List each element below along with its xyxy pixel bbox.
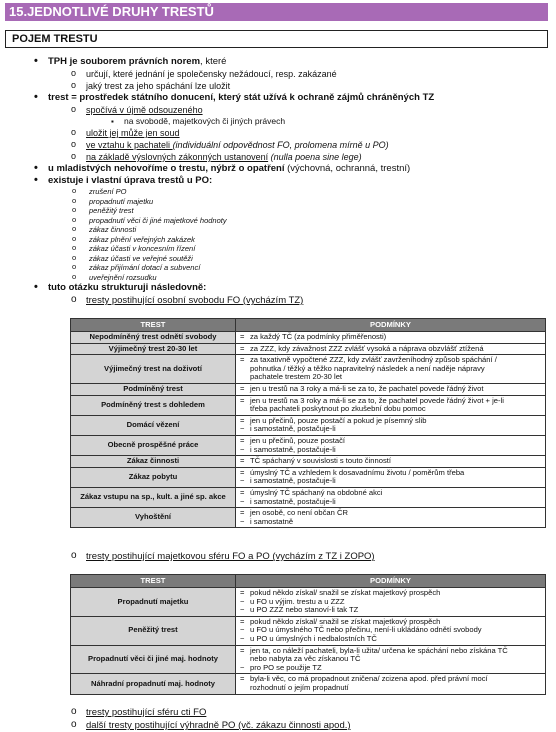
penalty-name: Zákaz činnosti xyxy=(71,456,236,468)
table-row xyxy=(71,487,546,507)
penalty-conditions xyxy=(236,415,546,435)
condition-line: pachatele trestem 20-30 let xyxy=(250,372,343,382)
condition-line: = za ZZZ, kdy závažnost ZZZ zvlášť vysoká a náprava obzvlášť ztížená xyxy=(239,345,542,354)
list-item: o zákaz přijímání dotací a subvencí xyxy=(0,263,556,273)
table-row xyxy=(71,343,546,355)
condition-line: = úmyslný TČ spáchaný na obdobné akci xyxy=(239,489,542,498)
penalty-name: Zákaz pobytu xyxy=(71,467,236,487)
table-row xyxy=(71,588,546,617)
condition-line: − u PO ZZZ nebo stanoví-li tak TZ xyxy=(239,606,542,615)
table-row xyxy=(71,645,546,674)
penalty-name: Zákaz vstupu na sp., kult. a jiné sp. akce xyxy=(71,487,236,507)
condition-line: − i samostatně, postačuje-li xyxy=(239,498,542,507)
list-item: o zrušení PO xyxy=(0,187,556,197)
penalty-name: Nepodmíněný trest odnětí svobody xyxy=(71,332,236,344)
condition-line: rozhodnutí o jejím propadnutí xyxy=(250,682,349,692)
penalty-name: Propadnutí majetku xyxy=(71,588,236,617)
condition-line: třeba pachateli poskytnout po zkušební dobu pomoc xyxy=(250,404,426,414)
condition-line: = jen ta, co náleží pachateli, byla-li užita/ určena ke spáchání nebo získána TČ xyxy=(239,647,542,656)
list-item: o určují, které jednání je společensky nežádoucí, resp. zakázané xyxy=(0,68,556,80)
column-header: TREST xyxy=(71,319,236,332)
table-row xyxy=(71,467,546,487)
list-item: o propadnutí majetku xyxy=(0,197,556,207)
condition-line: − i samostatně xyxy=(239,518,542,527)
condition-line: − u FO u úmyslného TČ nebo přečinu, není-li ukládáno odnětí svobody xyxy=(239,626,542,635)
condition-line: = jen u přečinů, pouze postačí xyxy=(239,437,542,446)
condition-line: pohnutka / těžký a těžko napravitelný následek a není naděje nápravy xyxy=(250,363,485,373)
list-item: o uložit jej může jen soud xyxy=(0,127,556,139)
list-item: o ve vztahu k pachateli (individuální odpovědnost FO, prolomena mírně u PO) xyxy=(0,139,556,151)
bullet-struktura: • tuto otázku strukturuji následovně: xyxy=(0,282,556,294)
table-row xyxy=(71,415,546,435)
list-item: o zákaz činnosti xyxy=(0,225,556,235)
po-list xyxy=(0,187,556,282)
condition-line: nebo nabyta za věc získanou TČ xyxy=(250,654,361,664)
table-row xyxy=(71,674,546,694)
condition-line: = pokud někdo získal/ snažil se získat majetkový prospěch xyxy=(239,618,542,627)
condition-line: = jen u přečinů, pouze postačí a pokud je písemný slib xyxy=(239,417,542,426)
list-item: o zákaz plnění veřejných zakázek xyxy=(0,235,556,245)
penalty-conditions xyxy=(236,508,546,528)
table-row xyxy=(71,355,546,384)
penalty-conditions xyxy=(236,332,546,344)
list-item: o zákaz účasti ve veřejné soutěži xyxy=(0,254,556,264)
column-header: TREST xyxy=(71,575,236,588)
condition-line: = TČ spáchaný v souvislosti s touto činností xyxy=(239,457,542,466)
penalty-name: Náhradní propadnutí maj. hodnoty xyxy=(71,674,236,694)
penalty-conditions xyxy=(236,456,546,468)
subsection-cti: o tresty postihující sféru cti FO xyxy=(0,706,556,719)
bullet-po: • existuje i vlastní úprava trestů u PO: xyxy=(0,175,556,187)
penalty-conditions xyxy=(236,383,546,395)
table-row xyxy=(71,456,546,468)
penalty-conditions xyxy=(236,395,546,415)
penalty-conditions xyxy=(236,487,546,507)
condition-line: = jen osobě, co není občan ČR xyxy=(239,509,542,518)
condition-line: = jen u trestů na 3 roky a má-li se za to, že pachatel povede řádný život + je-li xyxy=(239,397,542,406)
subsection-majetkova-sfera: o tresty postihující majetkovou sféru FO a PO (vycházím z TZ i ZOPO) xyxy=(0,550,556,563)
list-item: ▪ na svobodě, majetkových či jiných právech xyxy=(0,116,556,127)
condition-line: − i samostatně, postačuje-li xyxy=(239,446,542,455)
penalty-name: Peněžitý trest xyxy=(71,616,236,645)
table-row xyxy=(71,435,546,455)
subsection-dalsi: o další tresty postihující výhradně PO (vč. zákazu činnosti apod.) xyxy=(0,719,556,732)
bullet-mladistvi: • u mladistvých nehovoříme o trestu, nýbrž o opatření (výchovná, ochranná, trestní) xyxy=(0,163,556,175)
penalty-name: Vyhoštění xyxy=(71,508,236,528)
column-header: PODMÍNKY xyxy=(236,319,546,332)
condition-line: = za taxativně vypočtené ZZZ, kdy zvlášť zavrženíhodný způsob spáchání / xyxy=(239,356,542,365)
table-row xyxy=(71,616,546,645)
condition-line: = za každý TČ (za podmínky přiměřenosti) xyxy=(239,333,542,342)
table-row xyxy=(71,395,546,415)
condition-line: − u PO u úmyslných i nedbalostních TČ xyxy=(239,635,542,644)
list-item: o zákaz účasti v koncesním řízení xyxy=(0,244,556,254)
condition-line: = jen u trestů na 3 roky a má-li se za to, že pachatel povede řádný život xyxy=(239,385,542,394)
penalty-name: Podmíněný trest xyxy=(71,383,236,395)
list-item: o spočívá v újmě odsouzeného xyxy=(0,104,556,116)
table-majetkova-sfera xyxy=(70,574,546,695)
penalty-conditions xyxy=(236,435,546,455)
table-row xyxy=(71,508,546,528)
column-header: PODMÍNKY xyxy=(236,575,546,588)
condition-line: − u FO u výjim. trestu a u ZZZ xyxy=(239,598,542,607)
penalty-conditions xyxy=(236,588,546,617)
list-item: o propadnutí věci či jiné majetkové hodnoty xyxy=(0,216,556,226)
penalty-name: Výjimečný trest 20-30 let xyxy=(71,343,236,355)
list-item: o na základě výslovných zákonných ustanovení (nulla poena sine lege) xyxy=(0,151,556,163)
table-osobni-svoboda xyxy=(70,318,546,528)
closing-list xyxy=(0,706,556,732)
subsection-osobni-svoboda: o tresty postihující osobní svobodu FO (vycházím TZ) xyxy=(0,294,556,307)
penalty-name: Podmíněný trest s dohledem xyxy=(71,395,236,415)
penalty-conditions xyxy=(236,355,546,384)
table-row xyxy=(71,383,546,395)
penalty-conditions xyxy=(236,674,546,694)
section-heading: POJEM TRESTU xyxy=(5,30,548,48)
penalty-conditions xyxy=(236,467,546,487)
penalty-conditions xyxy=(236,616,546,645)
condition-line: = úmyslný TČ a vzhledem k dosavadnímu životu / poměrům třeba xyxy=(239,469,542,478)
condition-line: − i samostatně, postačuje-li xyxy=(239,425,542,434)
list-item: o jaký trest za jeho spáchání lze uložit xyxy=(0,80,556,92)
penalty-conditions xyxy=(236,343,546,355)
table-row xyxy=(71,332,546,344)
condition-line: − pro PO se použije TZ xyxy=(239,664,542,673)
penalty-name: Domácí vězení xyxy=(71,415,236,435)
content xyxy=(0,56,556,307)
penalty-name: Propadnutí věci či jiné maj. hodnoty xyxy=(71,645,236,674)
penalty-conditions xyxy=(236,645,546,674)
bullet-tph: • TPH je souborem právních norem, které xyxy=(0,56,556,68)
list-item: o peněžitý trest xyxy=(0,206,556,216)
condition-line: = byla-li věc, co má propadnout zničena/ zcizena apod. před právní mocí xyxy=(239,675,542,684)
bullet-trest: • trest = prostředek státního donucení, který stát užívá k ochraně zájmů chráněných TZ xyxy=(0,92,556,104)
penalty-name: Obecně prospěšné práce xyxy=(71,435,236,455)
penalty-name: Výjimečný trest na doživotí xyxy=(71,355,236,384)
page-title: 15.JEDNOTLIVÉ DRUHY TRESTŮ xyxy=(5,3,548,21)
condition-line: − i samostatně, postačuje-li xyxy=(239,477,542,486)
list-item: o uveřejnění rozsudku xyxy=(0,273,556,283)
condition-line: = pokud někdo získal/ snažil se získat majetkový prospěch xyxy=(239,589,542,598)
